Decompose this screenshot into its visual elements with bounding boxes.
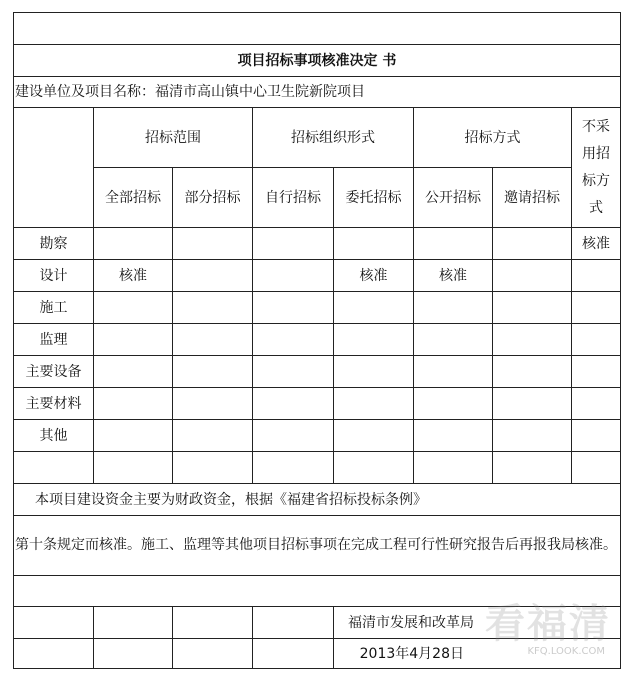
row-cell xyxy=(572,388,621,420)
header-no-tender-text: 不采用招标方式 xyxy=(582,118,610,216)
row-label: 施工 xyxy=(14,292,94,324)
row-cell xyxy=(253,388,334,420)
table-row xyxy=(14,292,621,324)
note-row-1 xyxy=(14,484,621,516)
note-line-1: 本项目建设资金主要为财政资金，根据《福建省招标投标条例》 xyxy=(14,484,621,516)
row-cell xyxy=(334,228,414,260)
row-label: 其他 xyxy=(14,420,94,452)
row-label: 设计 xyxy=(14,260,94,292)
row-cell xyxy=(173,228,253,260)
row-cell xyxy=(572,420,621,452)
group-header-row xyxy=(14,108,621,168)
row-cell xyxy=(493,324,572,356)
blank-row-2 xyxy=(14,576,621,607)
row-cell xyxy=(94,292,173,324)
header-method: 招标方式 xyxy=(414,108,572,168)
row-cell xyxy=(572,324,621,356)
subheader-self: 自行招标 xyxy=(253,168,334,228)
signature-row xyxy=(14,607,621,639)
row-cell xyxy=(253,324,334,356)
date-cell xyxy=(334,639,621,669)
row-cell xyxy=(94,420,173,452)
row-cell xyxy=(94,324,173,356)
project-row xyxy=(14,77,621,108)
row-label: 主要材料 xyxy=(14,388,94,420)
row-cell xyxy=(334,420,414,452)
row-label: 勘察 xyxy=(14,228,94,260)
header-scope: 招标范围 xyxy=(94,108,253,168)
row-cell xyxy=(572,356,621,388)
subheader-entrusted: 委托招标 xyxy=(334,168,414,228)
row-cell xyxy=(493,388,572,420)
document-title: 项目招标事项核准决定 书 xyxy=(14,45,621,77)
row-cell xyxy=(414,228,493,260)
row-cell xyxy=(334,324,414,356)
table-row xyxy=(14,228,621,260)
row-cell xyxy=(173,356,253,388)
note-line-2: 第十条规定而核准。施工、监理等其他项目招标事项在完成工程可行性研究报告后再报我局核准。 xyxy=(14,516,621,576)
row-cell: 核准 xyxy=(414,260,493,292)
subheader-invited: 邀请招标 xyxy=(493,168,572,228)
signature-cell xyxy=(334,607,621,639)
row-cell xyxy=(334,388,414,420)
row-cell xyxy=(173,260,253,292)
row-cell xyxy=(493,292,572,324)
row-cell xyxy=(572,260,621,292)
row-cell xyxy=(414,292,493,324)
row-label: 监理 xyxy=(14,324,94,356)
row-cell xyxy=(173,420,253,452)
row-label: 主要设备 xyxy=(14,356,94,388)
date-row xyxy=(14,639,621,669)
table-row xyxy=(14,324,621,356)
row-cell xyxy=(334,356,414,388)
blank-top-row xyxy=(14,13,621,45)
table-row xyxy=(14,388,621,420)
signature-text: 福清市发展和改革局 xyxy=(348,614,474,631)
row-cell xyxy=(253,292,334,324)
row-cell: 核准 xyxy=(94,260,173,292)
row-cell xyxy=(253,260,334,292)
watermark-logo: 看福清 xyxy=(485,601,611,647)
row-cell xyxy=(253,356,334,388)
row-cell xyxy=(173,388,253,420)
subheader-full: 全部招标 xyxy=(94,168,173,228)
row-cell: 核准 xyxy=(334,260,414,292)
subheader-open: 公开招标 xyxy=(414,168,493,228)
approval-form-table xyxy=(13,12,621,669)
project-name: 建设单位及项目名称：福清市高山镇中心卫生院新院项目 xyxy=(14,77,621,108)
date-text: 2013年4月28日 xyxy=(359,645,464,662)
subheader-partial: 部分招标 xyxy=(173,168,253,228)
note-row-2 xyxy=(14,516,621,576)
row-cell xyxy=(253,420,334,452)
row-cell xyxy=(414,420,493,452)
row-cell xyxy=(414,356,493,388)
sub-header-row xyxy=(14,168,621,228)
row-cell xyxy=(493,356,572,388)
row-cell xyxy=(493,228,572,260)
item-rows xyxy=(14,228,621,452)
row-cell xyxy=(334,292,414,324)
row-cell xyxy=(414,324,493,356)
row-cell xyxy=(94,388,173,420)
row-cell xyxy=(572,292,621,324)
row-cell xyxy=(253,228,334,260)
row-cell xyxy=(414,388,493,420)
row-cell xyxy=(173,292,253,324)
row-cell xyxy=(493,260,572,292)
row-cell xyxy=(94,228,173,260)
table-row xyxy=(14,260,621,292)
table-row xyxy=(14,420,621,452)
row-cell xyxy=(493,420,572,452)
title-row xyxy=(14,45,621,77)
table-row xyxy=(14,356,621,388)
blank-row xyxy=(14,452,621,484)
header-no-tender xyxy=(572,108,621,228)
row-cell xyxy=(173,324,253,356)
row-cell: 核准 xyxy=(572,228,621,260)
corner-cell xyxy=(14,108,94,228)
header-organization: 招标组织形式 xyxy=(253,108,414,168)
watermark-url: KFQ.LOOK.COM xyxy=(527,646,605,657)
row-cell xyxy=(94,356,173,388)
